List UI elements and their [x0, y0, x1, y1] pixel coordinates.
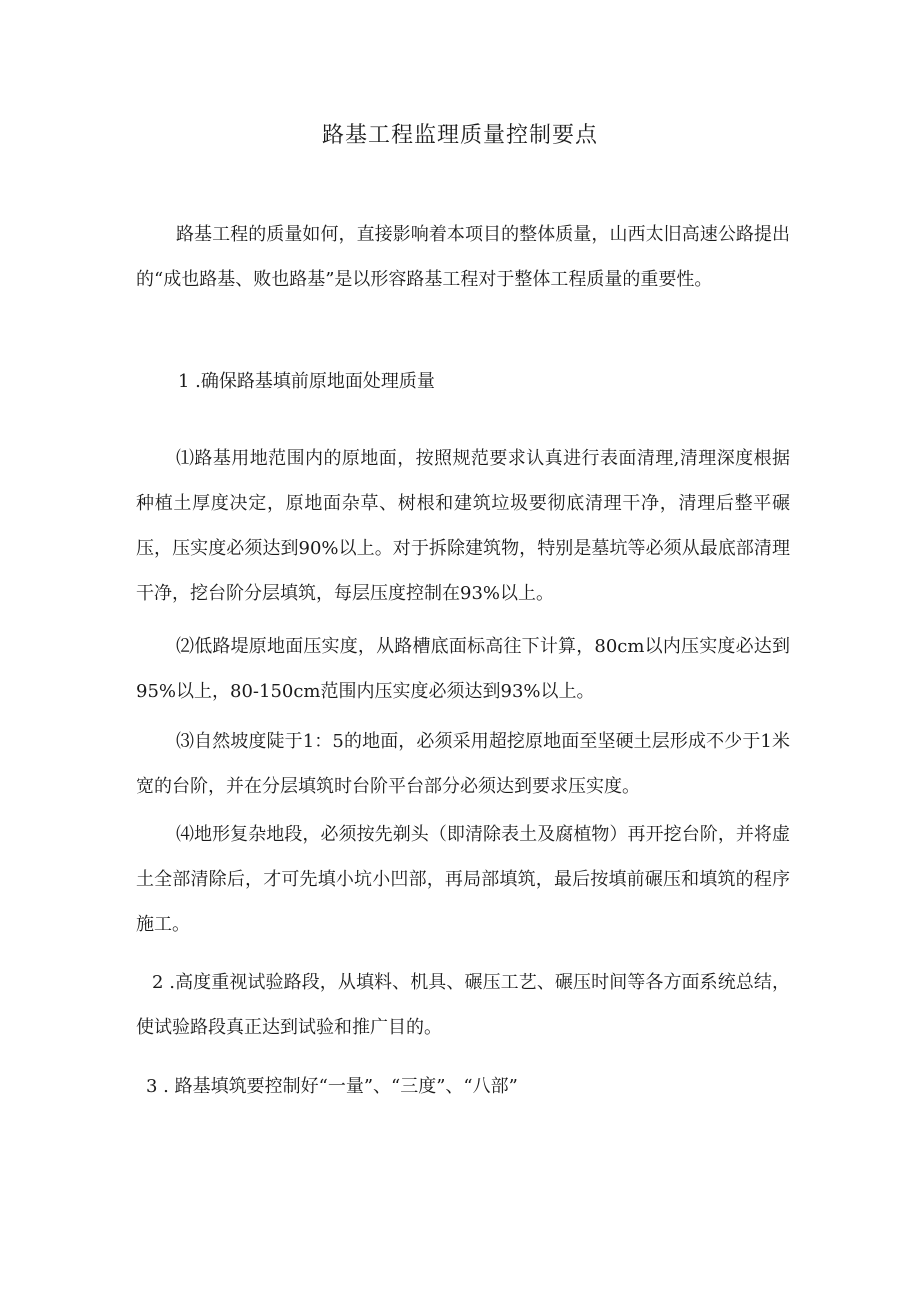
section-1-heading: 1 .确保路基填前原地面处理质量	[178, 371, 435, 392]
item-2-paragraph: ⑵低路堤原地面压实度，从路槽底面标高往下计算，80cm以内压实度必达到95%以上，80-150cm范围内压实度必须达到93%以上。	[136, 636, 790, 702]
item-1-paragraph: ⑴路基用地范围内的原地面，按照规范要求认真进行表面清理,清理深度根据种植土厚度决定，原地面杂草、树根和建筑垃圾要彻底清理干净，清理后整平碾压，压实度必须达到90%以上。对于拆除建筑物，特别是墓坑等必须从最底部清理干净，挖台阶分层填筑，每层压度控制在93%以上。	[136, 448, 790, 604]
section-2-paragraph: 2 .高度重视试验路段，从填料、机具、碾压工艺、碾压时间等各方面系统总结，使试验路段真正达到试验和推广目的。	[136, 972, 790, 1038]
item-4-paragraph: ⑷地形复杂地段，必须按先剃头（即清除表土及腐植物）再开挖台阶，并将虚土全部清除后，才可先填小坑小凹部，再局部填筑，最后按填前碾压和填筑的程序施工。	[136, 824, 790, 935]
item-3-paragraph: ⑶自然坡度陡于1：5的地面，必须采用超挖原地面至坚硬土层形成不少于1米宽的台阶，并在分层填筑时台阶平台部分必须达到要求压实度。	[136, 731, 790, 797]
document-title: 路基工程监理质量控制要点	[321, 123, 598, 148]
intro-paragraph: 路基工程的质量如何，直接影响着本项目的整体质量，山西太旧高速公路提出的“成也路基、败也路基”是以形容路基工程对于整体工程质量的重要性。	[136, 224, 790, 290]
section-3-heading: 3 . 路基填筑要控制好“一量”、“三度”、“八部”	[146, 1076, 518, 1097]
